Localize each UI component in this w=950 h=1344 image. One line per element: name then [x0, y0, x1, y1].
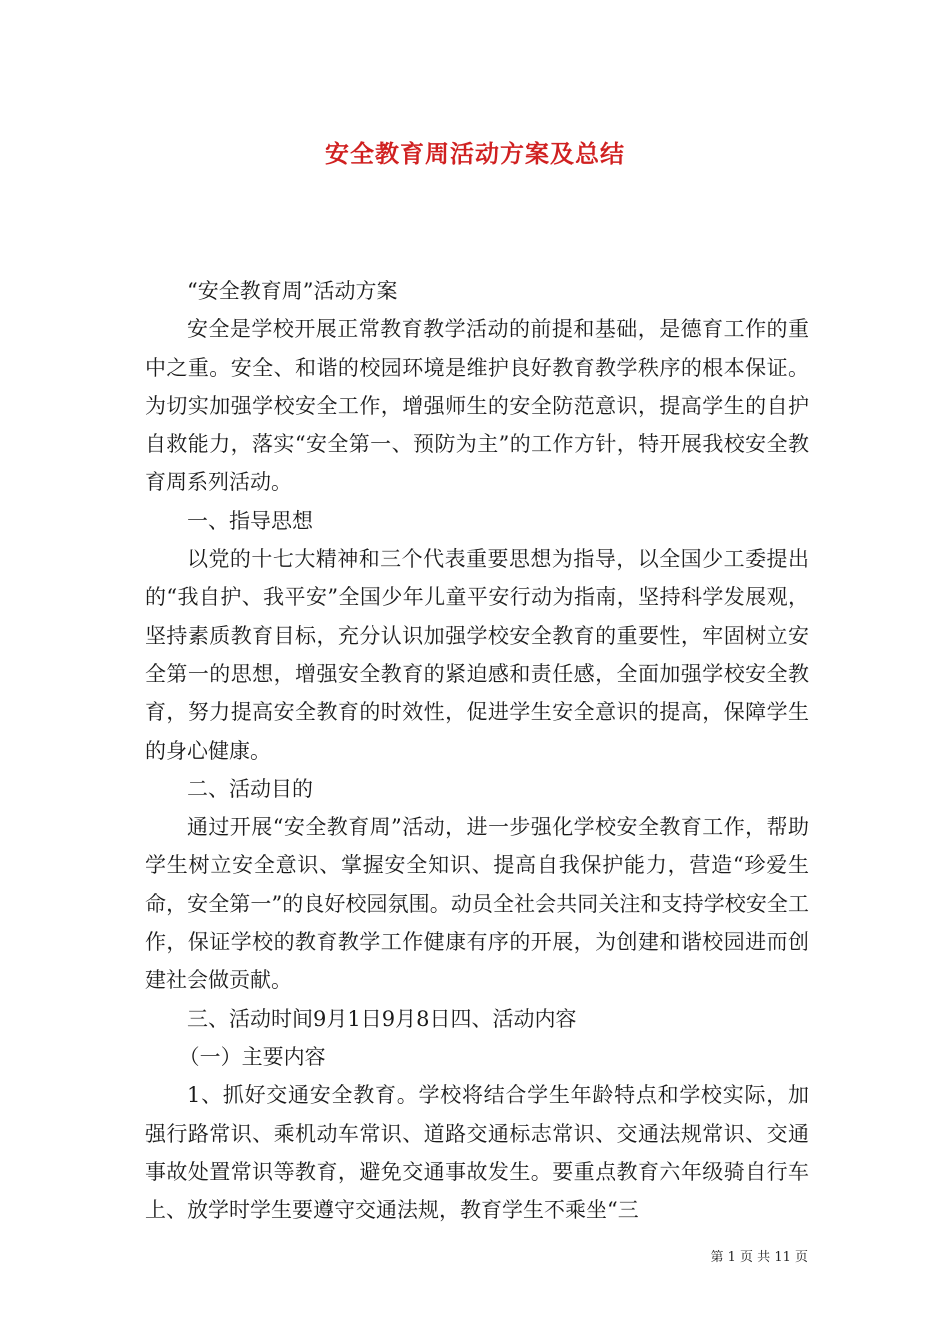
paragraph-guiding-thought: 以党的十七大精神和三个代表重要思想为指导，以全国少工委提出的“我自护、我平安”全国少年儿童平安行动为指南，坚持科学发展观，坚持素质教育目标，充分认识加强学校安全教育的重要性，牢固树立安全第一的思想，增强安全教育的紧迫感和责任感，全面加强学校安全教育，努力提高安全教育的时效性，促进学生安全意识的提高，保障学生的身心健康。 [145, 547, 809, 763]
paragraph-purpose: 通过开展“安全教育周”活动，进一步强化学校安全教育工作，帮助学生树立安全意识、掌握安全知识、提高自我保护能力，营造“珍爱生命，安全第一”的良好校园氛围。动员全社会共同关注和支持学校安全工作，保证学校的教育教学工作健康有序的开展，为创建和谐校园进而创建社会做贡献。 [145, 815, 809, 993]
document-title: 安全教育周活动方案及总结 [325, 139, 625, 168]
paragraph-traffic-safety: 1、抓好交通安全教育。学校将结合学生年龄特点和学校实际，加强行路常识、乘机动车常识、道路交通标志常识、交通法规常识、交通事故处置常识等教育，避免交通事故发生。要重点教育六年级骑自行车上、放学时学生要遵守交通法规，教育学生不乘坐“三 [145, 1083, 809, 1223]
section-heading-guiding-thought: 一、指导思想 [187, 508, 313, 533]
document-body [145, 272, 809, 1229]
section-heading-purpose: 二、活动目的 [187, 776, 313, 801]
page-number-footer: 第 1 页 共 11 页 [710, 1250, 808, 1265]
section-heading-time-content: 三、活动时间9月1日9月8日四、活动内容 [187, 1006, 577, 1031]
subsection-heading-main-content: （一）主要内容 [178, 1044, 326, 1069]
paragraph-intro: 安全是学校开展正常教育教学活动的前提和基础，是德育工作的重中之重。安全、和谐的校园环境是维护良好教育教学秩序的根本保证。为切实加强学校安全工作，增强师生的安全防范意识，提高学生的自护自救能力，落实“安全第一、预防为主”的工作方针，特开展我校安全教育周系列活动。 [145, 317, 809, 495]
section-heading-plan: “安全教育周”活动方案 [187, 279, 398, 303]
